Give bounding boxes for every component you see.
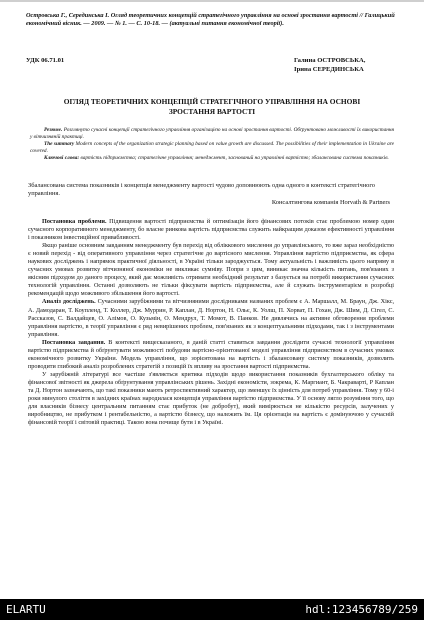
epigraph-text: Збалансована система показників і концепція менеджменту вартості чудово доповнюють одна одного в контексті стратегічного управління. xyxy=(28,182,375,198)
paragraph xyxy=(28,242,394,298)
paragraph xyxy=(28,218,394,242)
summary-text: Modern concepts of the organization strategic planning based on value growth are discussed. The possibilities of their implementation in Ukraine are covered. xyxy=(30,140,394,154)
paragraph xyxy=(28,339,394,371)
keywords xyxy=(30,155,394,162)
paragraph-text: Підвищення вартості підприємства й оптимізація його фінансових потоків стає проблемою номер один сучасного корпоративного менеджменту, бо власне ринкова вартість підприємства служить найкращим доказом ефективності управління і показником інвестиційної привабливості. xyxy=(28,218,394,242)
authors xyxy=(294,57,365,74)
paragraph xyxy=(28,298,394,338)
udk-code: УДК 06.71.01 xyxy=(26,57,65,64)
paragraph xyxy=(28,371,394,427)
resume-text: Розглянуто сучасні концепції стратегічного управління організацією на основі зростання вартості. Обґрунтовано можливості їх використання у вітчизняній практиці. xyxy=(30,127,394,140)
paragraph-text: Якщо раніше основним завданням менеджменту був перехід від обліккового мислення до управлінського, то вже зараз необхідністю є новий перехід - від оперативного управління через стратегічне до вартісного мислення. Управління вартістю підприємства, як сфера наукових досліджень і напрямок практичної діяльності, в Україні тільки зароджується. Тому актуальність і важливість цього напряму в сучасних умовах розвитку вітчизняної економіки не викликає сумніву. Попри з цим, виникає значна кількість питань, пов'язаних з якісним підходом до даного процесу, який дає можливість отримати необхідний результат з базується на потребі використання сучасних технологій управління. Останні дозволяють не тільки фіксувати вартість підприємства, але й служать інструментарієм в розробці рекомендацій щодо можливого збільшення його вартості. xyxy=(28,242,394,298)
paragraph-heading: Постановка проблеми. xyxy=(42,218,107,225)
author-2: Ірина СЕРЕДИНСЬКА xyxy=(294,65,364,73)
top-rule xyxy=(0,0,424,2)
epigraph xyxy=(28,182,394,207)
keywords-text: вартість підприємства; стратегічне управління; менеджмент, заснований на управлінні вартістю; збалансована система показників. xyxy=(79,154,389,161)
paragraph-text: В контексті вищесказаного, в даній статті ставиться завдання дослідити сучасні технології управління вартістю підприємства й обґрунтувати можливості побудови вартісно-орієнтованої моделі управління підприємством в сучасних умовах економічного розвитку України. Модель управління, що зорієнтована на вартість і збалансовану систему показників, дозволить проводити глибокий аналіз розроблених стратегій з позицій їх впливу на зростання вартості підприємства. xyxy=(28,338,394,370)
citation: Островська Г., Серединська І. Огляд теоретичних концепцій стратегічного управління на основі зростання вартості // Галицький економічний вісник. — 2009. — № 1. — С. 10-18. — (актуальні питання економічної теорії). xyxy=(26,12,395,28)
article-title: ОГЛЯД ТЕОРЕТИЧНИХ КОНЦЕПЦІЙ СТРАТЕГІЧНОГО УПРАВЛІННЯ НА ОСНОВІ ЗРОСТАННЯ ВАРТОСТІ xyxy=(63,97,361,116)
paragraph-heading: Постановка завдання. xyxy=(42,338,106,346)
paragraph-text: У зарубіжній літературі все частіше з'являється критика підходів щодо використання показників бухгалтерського обліку та фінансової звітності як джерела обґрунтування управлінських рішень. Західні економісти, зокрема, К. Маргиант, Б. Чакраварті, Р Каплан та Д. Нортон зазначають, що такі показники мають ретроспективний характер, що зменшує їх цінність для потреб управління. Тому у 60-і роки минулого століття в західних країнах народилася концепція управління вартістю підприємства. У її основу лягло розуміння того, що для власників бізнесу центральним питанням стає прибуток (не добробут), який вимірюється не кількістю ресурсів, залучених у виробництво, не прибутком і рентабельністю, а вартістю бізнесу, що належить їм. Ця орієнтація на вартість є домінуючою у сучасній фінансовій теорії і світовій практиці. Такою вона почище бути і в Україні. xyxy=(28,370,394,427)
footer-bar xyxy=(0,599,424,620)
author-1: Галина ОСТРОВСЬКА, xyxy=(294,57,366,64)
abstract xyxy=(30,127,394,162)
paragraph-text: Сучасними зарубіжними та вітчизняними дослідниками названих проблем є А. Маршалл, М. Браун, Дж. Хікс, А. Дамодаран, Т. Коупленд, Т. Коллер, Дж. Муррин, Р. Каплан, Д. Нортон, Н. Ольє, К. Уолш, П. Хорват, П. Гохан, Дж. Шим, Д. Сігел, С. Рассказов, С. Валдайцев, О. Алімов, О. Кузьмін, О. Мендрул, Т. Момот, В. Панков. Не дивлячись на активне обговорення проблеми управління вартістю, в теорії управління є ряд невирішених проблем, пов'язаних як з концептуальними підходами, так і з інструментами управління. xyxy=(28,298,394,338)
resume xyxy=(30,127,394,141)
article-body xyxy=(28,218,394,427)
epigraph-source: Консалтингова компанія Horvath & Partners xyxy=(271,198,390,206)
footer-repository-label: ELARTU xyxy=(6,603,46,616)
summary xyxy=(30,141,394,155)
resume-label: Резюме. xyxy=(44,127,63,133)
paragraph-heading: Аналіз досліджень. xyxy=(42,298,96,306)
footer-handle-label: hdl:123456789/259 xyxy=(305,603,418,616)
keywords-label: Ключові слова: xyxy=(44,154,80,161)
summary-label: The summary xyxy=(44,140,75,147)
